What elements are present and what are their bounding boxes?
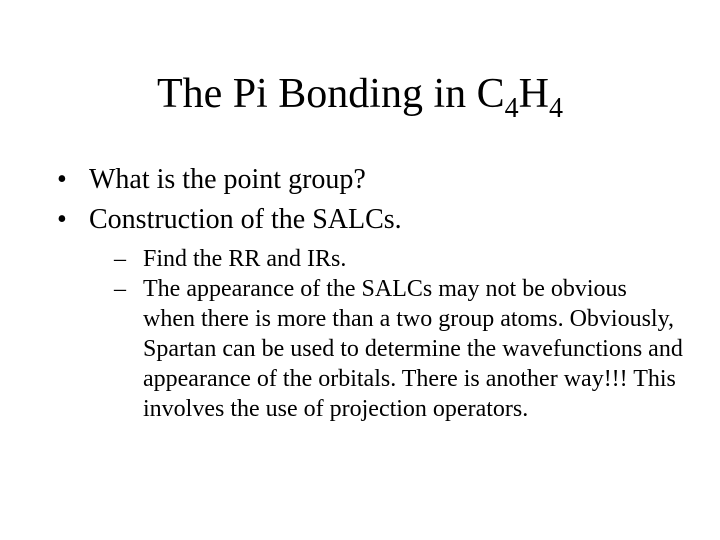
title-subscript-carbon: 4 — [504, 93, 519, 124]
bullet-text: What is the point group? — [89, 164, 366, 195]
title-hydrogen: H — [518, 71, 550, 117]
subbullet-item — [57, 244, 677, 274]
subbullet-marker: – — [114, 276, 126, 302]
bullet-marker: • — [57, 164, 67, 195]
bullet-text: Construction of the SALCs. — [89, 204, 402, 235]
subbullet-marker: – — [114, 246, 126, 272]
title-subscript-hydrogen: 4 — [549, 93, 564, 124]
slide-title — [0, 66, 720, 127]
subbullet-text: Find the RR and IRs. — [143, 246, 347, 272]
title-prefix: The Pi Bonding in C — [156, 71, 505, 117]
subbullet-list — [114, 244, 683, 424]
bullet-item — [57, 160, 677, 200]
bullet-item — [57, 200, 677, 240]
bullet-list — [57, 160, 683, 424]
subbullet-item — [57, 274, 683, 424]
bullet-marker: • — [57, 204, 67, 235]
subbullet-text: The appearance of the SALCs may not be obvious when there is more than a two group atoms. Obviously, Spartan can be used to determine the wavefunctions and appearance of the orbitals. There is another way!!! This involves the use of projection operators. — [143, 276, 683, 422]
